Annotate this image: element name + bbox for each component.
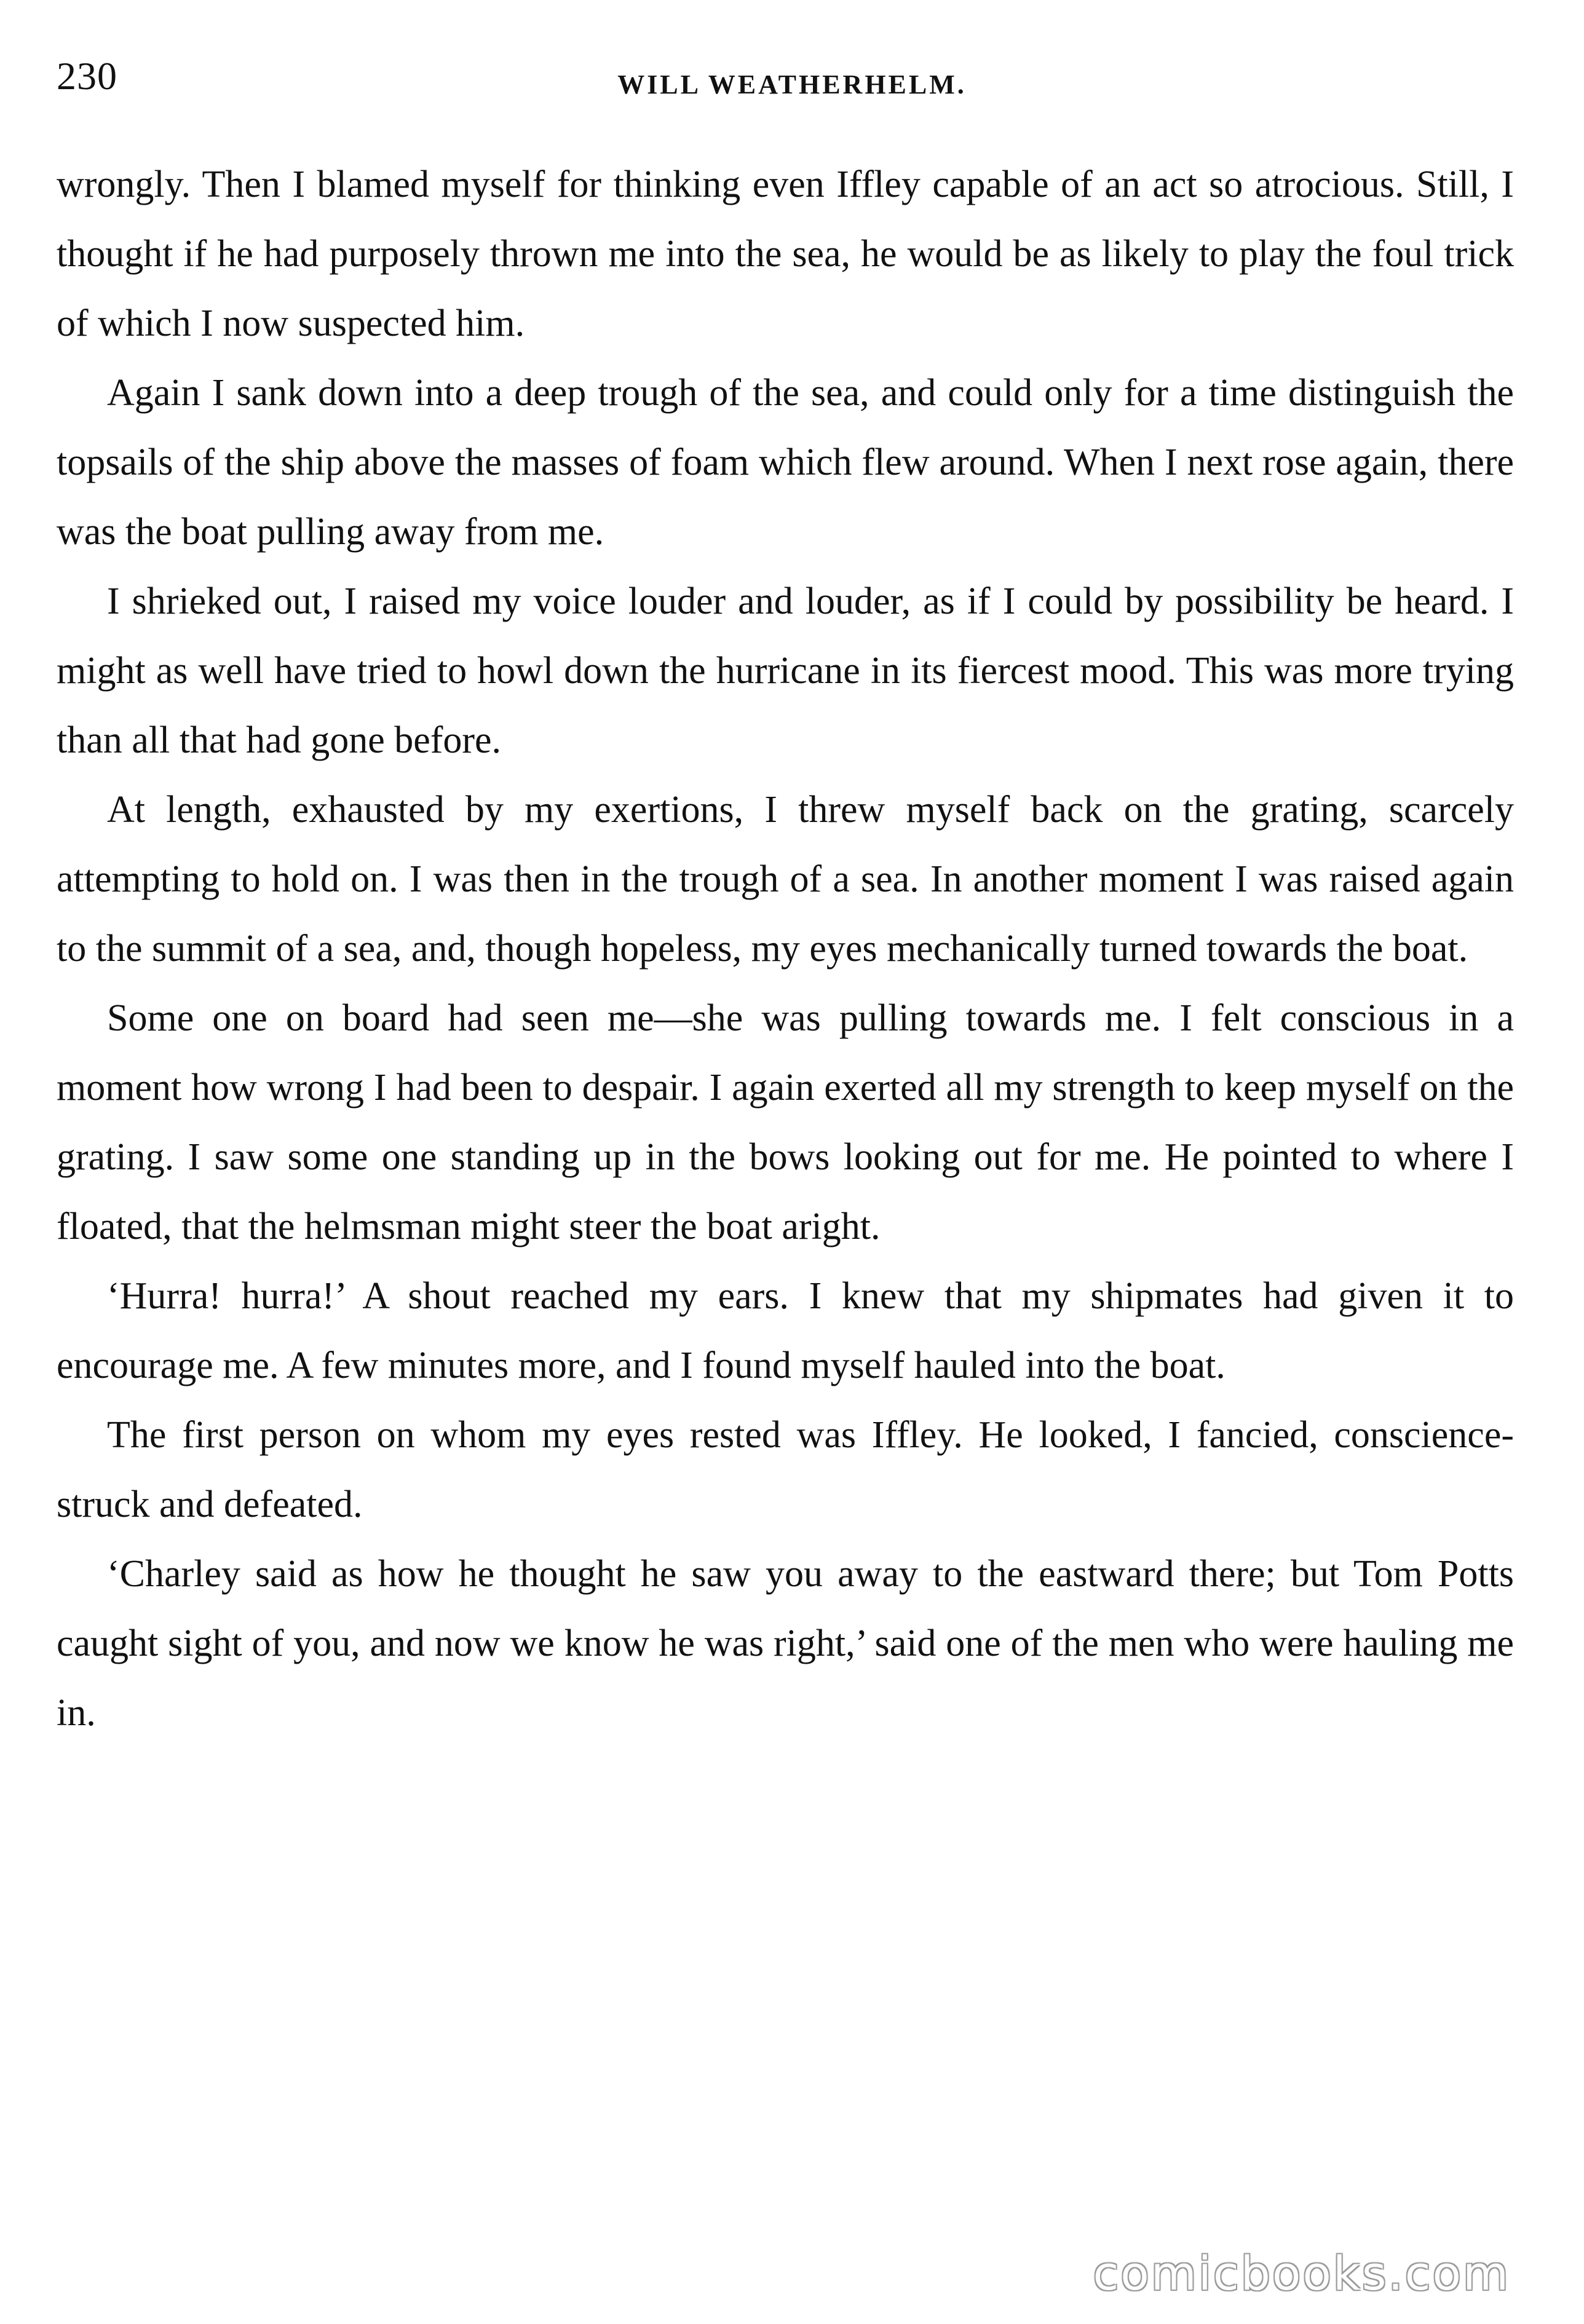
paragraph: ‘Charley said as how he thought he saw you away to the eastward there; but Tom Potts caught sight of you, and now we know he was right,’ said one of the men who were hauling me in.	[57, 1553, 1514, 1734]
paragraph: At length, exhausted by my exertions, I threw myself back on the grating, scarcely attempting to hold on. I was then in the trough of a sea. In another moment I was raised again to the summit of a sea, and, though hopeless, my eyes mechanically turned towards the boat.	[57, 789, 1514, 970]
paragraph: Some one on board had seen me—she was pulling towards me. I felt conscious in a moment how wrong I had been to despair. I again exerted all my strength to keep myself on the grating. I saw some one standing up in the bows looking out for me. He pointed to where I floated, that the helmsman might steer the boat aright.	[57, 997, 1514, 1247]
watermark: comicbooks.com	[1093, 2246, 1510, 2301]
page-number: 230	[57, 54, 117, 98]
paragraph: The first person on whom my eyes rested was Iffley. He looked, I fancied, conscience-struck and defeated.	[57, 1414, 1514, 1525]
body-text	[57, 150, 1514, 1748]
paragraph: I shrieked out, I raised my voice louder and louder, as if I could by possibility be heard. I might as well have tried to howl down the hurricane in its fiercest mood. This was more trying than all that had gone before.	[57, 580, 1514, 761]
paragraph: ‘Hurra! hurra!’ A shout reached my ears. I knew that my shipmates had given it to encourage me. A few minutes more, and I found myself hauled into the boat.	[57, 1275, 1514, 1386]
paragraph: Again I sank down into a deep trough of the sea, and could only for a time distinguish the topsails of the ship above the masses of foam which flew around. When I next rose again, there was the boat pulling away from me.	[57, 372, 1514, 553]
running-title: WILL WEATHERHELM.	[617, 69, 967, 100]
paragraph: wrongly. Then I blamed myself for thinking even Iffley capable of an act so atrocious. Still, I thought if he had purposely thrown me into the sea, he would be as likely to play the foul trick of which I now suspected him.	[57, 164, 1514, 344]
